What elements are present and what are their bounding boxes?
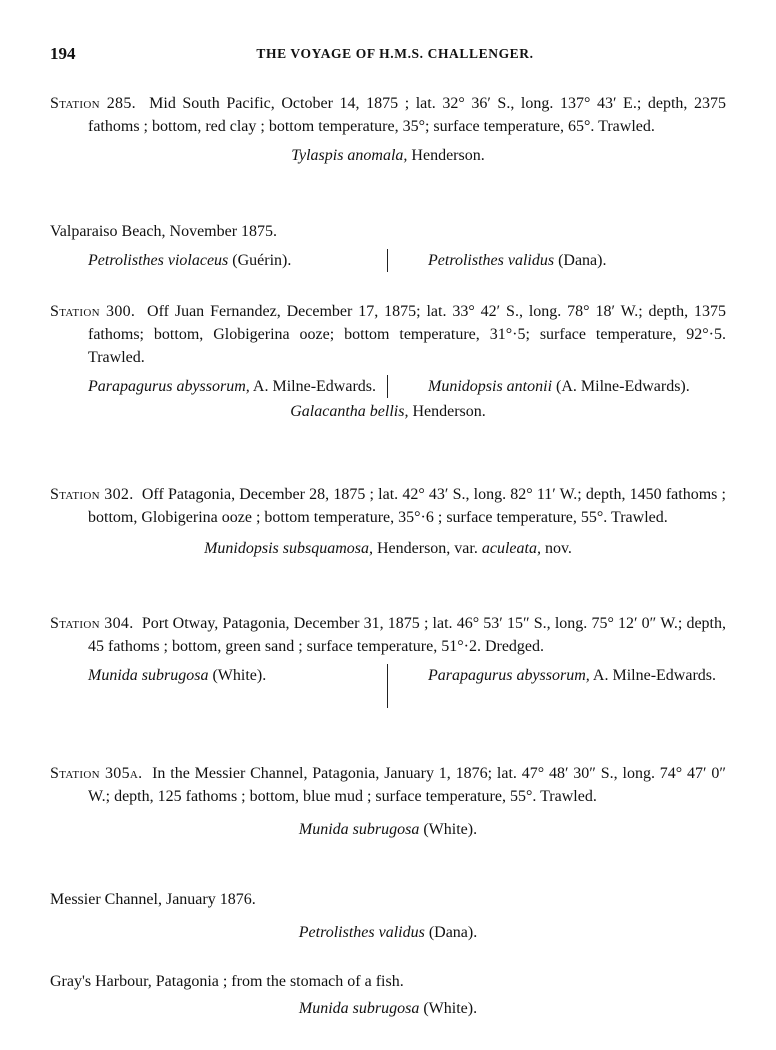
station-text: Off Juan Fernandez, December 17, 1875; lat. 33° 42′ S., long. 78° 18′ W.; depth, 1375 fathoms; bottom, Globigerina ooze; bottom temperature, 31°·5; surface temperature, 92°·5. Trawled. [88,303,726,366]
species-name: Munidopsis antonii [428,378,553,395]
species-author: (Dana). [428,924,478,941]
species-line [50,400,726,423]
station-paragraph [50,483,726,529]
species-name: Galacantha bellis, [290,403,409,420]
species-columns [50,375,726,398]
species-name: Munida subrugosa [88,667,209,684]
locality-paragraph: Gray's Harbour, Patagonia ; from the stomach of a fish. [50,973,404,990]
species-line [50,921,726,944]
page-header [50,44,740,66]
species-author: (White). [212,667,267,684]
station-label: Station 285. [50,95,136,112]
entry-grays-harbour [50,970,726,1020]
station-label: Station 300. [50,303,136,320]
species-author: Henderson. [411,147,485,164]
species-left [50,375,388,398]
species-suffix: nov. [544,540,572,557]
station-label: Station 305a. [50,765,143,782]
species-line [50,997,726,1020]
species-author: (Guérin). [232,252,292,269]
species-author: A. Milne-Edwards. [592,667,717,684]
species-author: (White). [423,821,478,838]
station-label: Station 304. [50,615,134,632]
species-name: Petrolisthes validus [298,924,425,941]
entry-station-285 [50,92,726,167]
station-text: In the Messier Channel, Patagonia, January 1, 1876; lat. 47° 48′ 30″ S., long. 74° 47′ 0″ W.; depth, 125 fathoms ; bottom, blue mud ; surface temperature, 55°. Trawled. [88,765,727,805]
species-name: Parapagurus abyssorum, [428,667,590,684]
entry-station-305a [50,762,726,841]
running-title: THE VOYAGE OF H.M.S. CHALLENGER. [256,46,534,61]
locality-paragraph: Messier Channel, January 1876. [50,891,256,908]
station-paragraph [50,612,726,658]
species-author: A. Milne-Edwards. [252,378,377,395]
species-name: Parapagurus abyssorum, [88,378,250,395]
species-author: (A. Milne-Edwards). [556,378,690,395]
entry-station-304 [50,612,726,708]
species-right [388,249,726,272]
species-right [388,664,726,708]
species-variety: aculeata, [481,540,541,557]
species-author: Henderson, var. [376,540,478,557]
species-name: Petrolisthes violaceus [88,252,229,269]
species-left [50,249,388,272]
entry-valparaiso [50,220,726,272]
species-line [50,537,726,560]
station-paragraph [50,762,726,808]
species-line [50,818,726,841]
entry-station-300 [50,300,726,423]
species-line [50,144,726,167]
species-author: (White). [423,1000,478,1017]
species-columns [50,664,726,708]
page-number: 194 [50,44,76,63]
station-text: Off Patagonia, December 28, 1875 ; lat. 42° 43′ S., long. 82° 11′ W.; depth, 1450 fathoms ; bottom, Globigerina ooze ; bottom temperature, 35°·6 ; surface temperature, 55°. Trawled. [88,486,726,526]
station-text: Mid South Pacific, October 14, 1875 ; lat. 32° 36′ S., long. 137° 43′ E.; depth, 2375 fathoms ; bottom, red clay ; bottom temperature, 35°; surface temperature, 65°. Trawled. [88,95,727,135]
station-label: Station 302. [50,486,134,503]
species-name: Munidopsis subsquamosa, [204,540,373,557]
entry-station-302 [50,483,726,560]
species-left [50,664,388,708]
station-text: Port Otway, Patagonia, December 31, 1875 ; lat. 46° 53′ 15″ S., long. 75° 12′ 0″ W.; depth, 45 fathoms ; bottom, green sand ; surface temperature, 51°·2. Dredged. [88,615,727,655]
entry-messier-channel [50,888,726,944]
species-name: Petrolisthes validus [428,252,555,269]
species-columns [50,249,726,272]
species-name: Tylaspis anomala, [291,147,408,164]
station-paragraph [50,92,726,138]
species-name: Munida subrugosa [298,1000,420,1017]
species-name: Munida subrugosa [298,821,420,838]
species-author: (Dana). [558,252,607,269]
species-right [388,375,726,398]
station-paragraph [50,300,726,369]
species-author: Henderson. [412,403,486,420]
locality-paragraph: Valparaiso Beach, November 1875. [50,223,278,240]
